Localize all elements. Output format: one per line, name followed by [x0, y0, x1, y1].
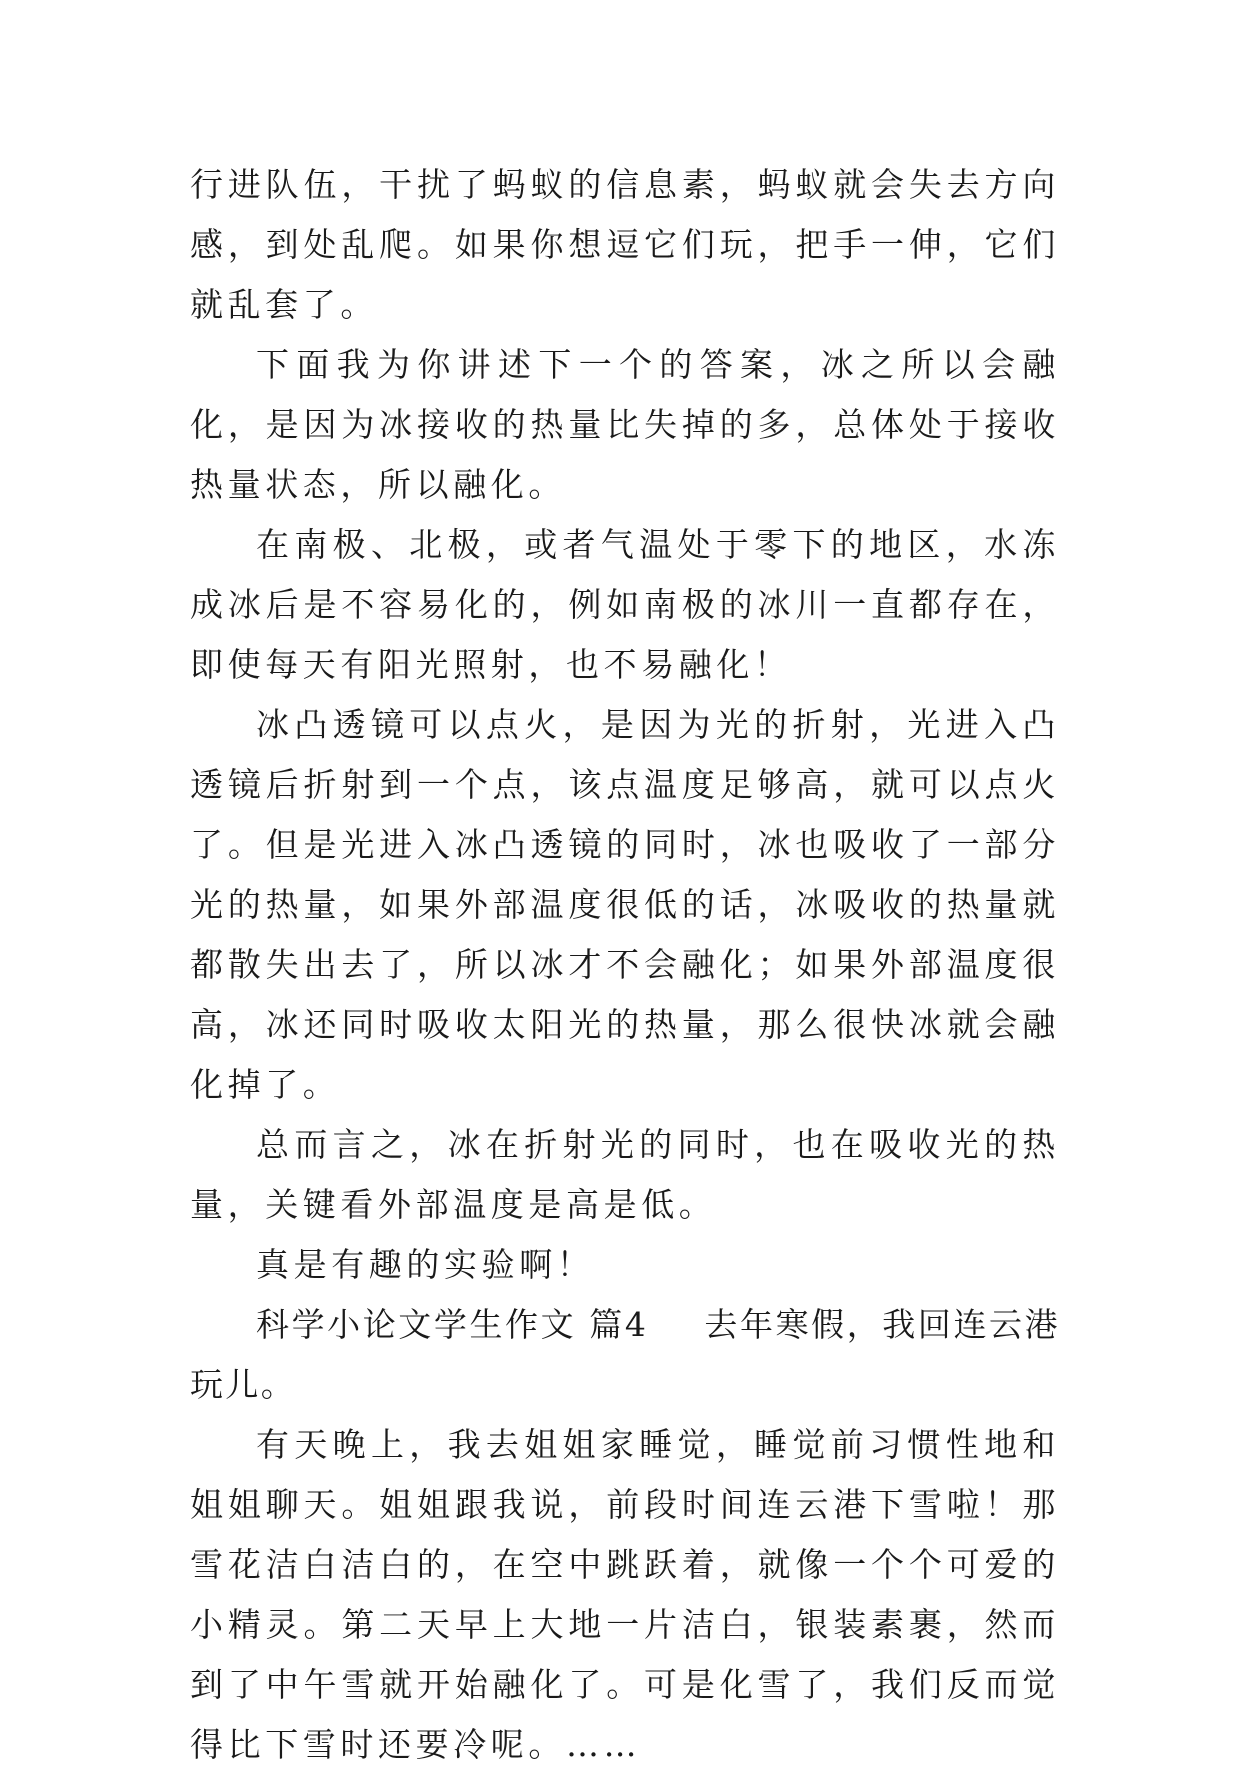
paragraph-8: 有天晚上，我去姐姐家睡觉，睡觉前习惯性地和姐姐聊天。姐姐跟我说，前段时间连云港下雪啦！那雪花洁白洁白的，在空中跳跃着，就像一个个可爱的小精灵。第二天早上大地一片洁白，银装素裹，然而到了中午雪就开始融化了。可是化雪了，我们反而觉得比下雪时还要冷呢。…… [190, 1425, 1060, 1764]
section-heading: 科学小论文学生作文 篇4 [256, 1305, 649, 1344]
paragraph-4: 冰凸透镜可以点火，是因为光的折射，光进入凸透镜后折射到一个点，该点温度足够高，就可以点火了。但是光进入冰凸透镜的同时，冰也吸收了一部分光的热量，如果外部温度很低的话，冰吸收的热量就都散失出去了，所以冰才不会融化；如果外部温度很高，冰还同时吸收太阳光的热量，那么很快冰就会融化掉了。 [190, 705, 1060, 1104]
section-paragraph [190, 1295, 1060, 1415]
section-first-text: 去年寒假，我回连云港玩儿。 [190, 1305, 1060, 1404]
paragraph-6: 真是有趣的实验啊！ [256, 1245, 595, 1284]
paragraph-2: 下面我为你讲述下一个的答案，冰之所以会融化，是因为冰接收的热量比失掉的多，总体处于接收热量状态，所以融化。 [190, 345, 1060, 504]
paragraph-5: 总而言之，冰在折射光的同时，也在吸收光的热量，关键看外部温度是高是低。 [190, 1125, 1060, 1224]
document-page [190, 155, 1060, 1775]
paragraph-1: 行进队伍，干扰了蚂蚁的信息素，蚂蚁就会失去方向感，到处乱爬。如果你想逗它们玩，把手一伸，它们就乱套了。 [190, 165, 1060, 324]
paragraph-3: 在南极、北极，或者气温处于零下的地区，水冻成冰后是不容易化的，例如南极的冰川一直都存在，即使每天有阳光照射，也不易融化！ [190, 525, 1060, 684]
